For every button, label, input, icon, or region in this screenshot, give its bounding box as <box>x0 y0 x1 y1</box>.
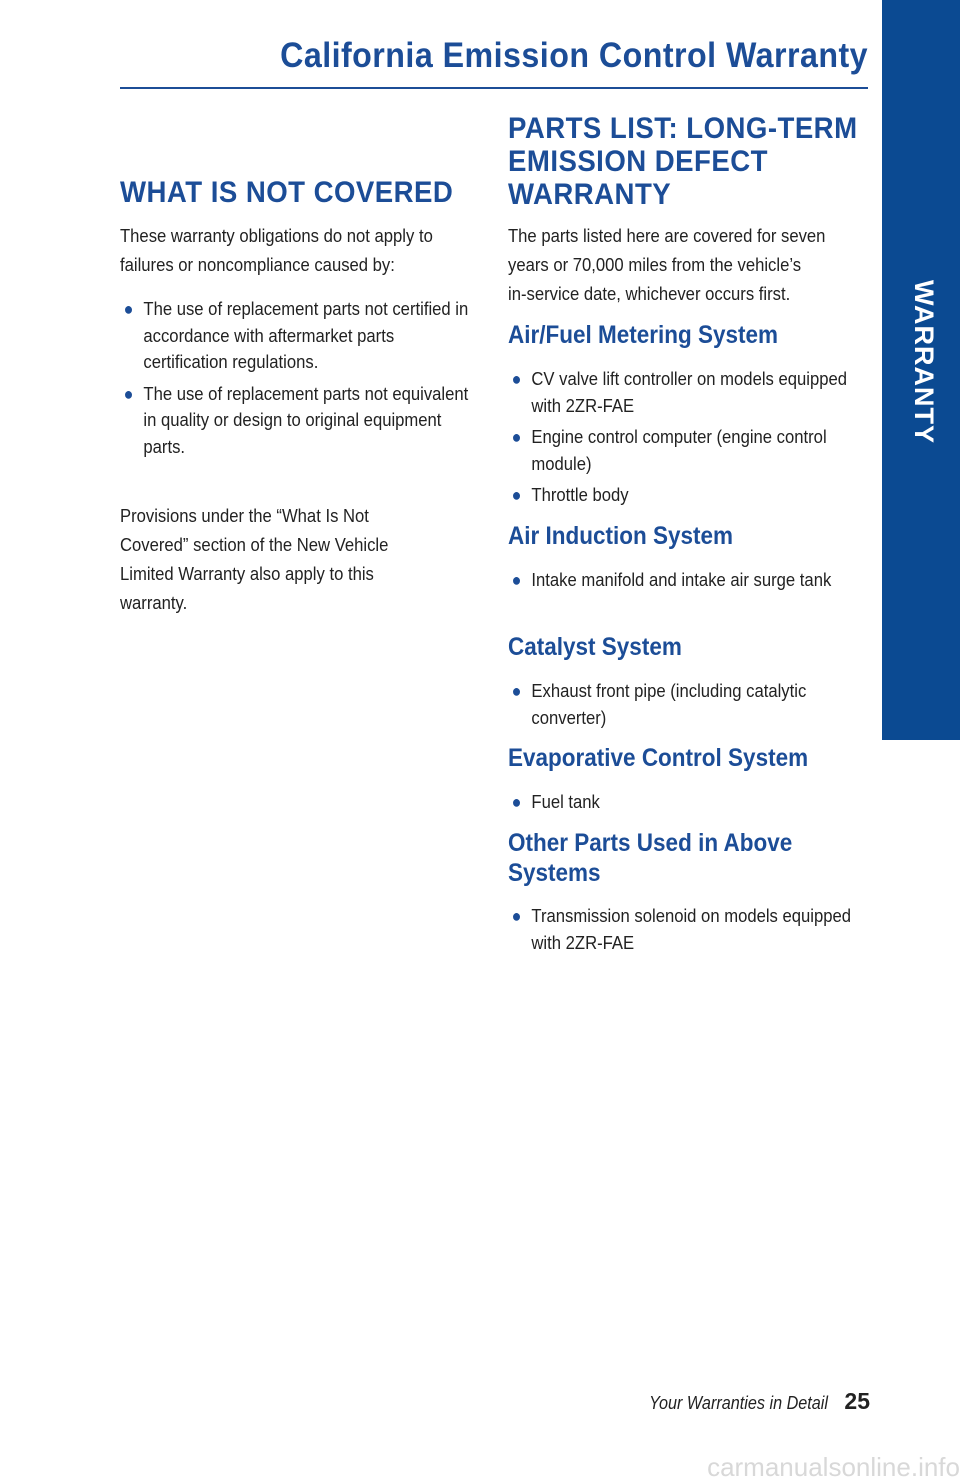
right-intro-line-3: in-service date, whichever occurs first. <box>508 283 791 304</box>
list-item <box>508 567 868 594</box>
page-title: California Emission Control Warranty <box>280 36 868 75</box>
left-closing-line-1: Provisions under the “What Is Not <box>120 505 369 526</box>
section-title-line-1: Other Parts Used in Above <box>508 829 793 857</box>
list-item-text: Engine control computer (engine control module) <box>531 426 827 474</box>
left-closing <box>120 501 480 617</box>
list-item <box>120 381 480 461</box>
left-intro-line-1: These warranty obligations do not apply to <box>120 225 433 246</box>
bullet-icon: ● <box>511 570 522 590</box>
list-item <box>508 789 868 816</box>
list-item-text: Fuel tank <box>531 791 600 812</box>
bullet-icon: ● <box>511 906 522 926</box>
air-induction-list <box>508 567 868 599</box>
page-number: 25 <box>844 1388 870 1414</box>
heading-what-is-not-covered: WHAT IS NOT COVERED <box>120 176 454 209</box>
list-item <box>508 678 868 731</box>
list-item-text: CV valve lift controller on models equipped with 2ZR-FAE <box>531 368 848 416</box>
list-item-text: The use of replacement parts not equivalent in quality or design to original equipment parts. <box>143 382 469 457</box>
air-fuel-list <box>508 366 868 514</box>
list-item <box>508 482 868 509</box>
section-title-catalyst: Catalyst System <box>508 633 682 661</box>
title-divider <box>120 87 868 89</box>
right-intro-line-2: years or 70,000 miles from the vehicle’s <box>508 254 802 275</box>
left-closing-line-2: Covered” section of the New Vehicle <box>120 534 389 555</box>
bullet-icon: ● <box>511 681 522 701</box>
section-title-other-parts <box>508 828 792 888</box>
bullet-icon: ● <box>511 369 522 389</box>
left-closing-line-3: Limited Warranty also apply to this <box>120 563 374 584</box>
not-covered-list <box>120 296 480 465</box>
heading-line-3: WARRANTY <box>508 178 672 211</box>
bullet-icon: ● <box>123 383 134 404</box>
section-title-air-induction: Air Induction System <box>508 522 734 550</box>
list-item <box>508 366 868 419</box>
footer-label: Your Warranties in Detail <box>649 1393 828 1413</box>
list-item-text: Intake manifold and intake air surge tank <box>531 569 832 590</box>
left-closing-line-4: warranty. <box>120 592 188 613</box>
section-title-air-fuel: Air/Fuel Metering System <box>508 321 779 349</box>
right-intro <box>508 221 868 308</box>
heading-parts-list <box>508 112 858 211</box>
bullet-icon: ● <box>123 299 134 319</box>
section-title-evaporative: Evaporative Control System <box>508 744 809 772</box>
bullet-icon: ● <box>511 792 522 812</box>
list-item-text: The use of replacement parts not certified in accordance with aftermarket parts certification regulations. <box>143 298 469 372</box>
heading-line-2: EMISSION DEFECT <box>508 145 768 178</box>
watermark: carmanualsonline.info <box>707 1452 960 1482</box>
list-item-text: Throttle body <box>531 484 629 505</box>
list-item <box>120 296 480 376</box>
left-intro <box>120 221 480 279</box>
list-item <box>508 903 868 956</box>
list-item-text: Transmission solenoid on models equipped with 2ZR-FAE <box>531 905 852 953</box>
evaporative-list <box>508 789 868 821</box>
bullet-icon: ● <box>511 427 522 447</box>
bullet-icon: ● <box>511 485 522 505</box>
section-title-line-2: Systems <box>508 859 601 887</box>
other-parts-list <box>508 903 868 961</box>
side-tab-label: WARRANTY <box>909 280 939 444</box>
heading-line-1: PARTS LIST: LONG-TERM <box>508 112 858 145</box>
catalyst-list <box>508 678 868 736</box>
list-item <box>508 424 868 477</box>
list-item-text: Exhaust front pipe (including catalytic converter) <box>531 680 807 728</box>
left-intro-line-2: failures or noncompliance caused by: <box>120 254 395 275</box>
right-intro-line-1: The parts listed here are covered for seven <box>508 225 826 246</box>
